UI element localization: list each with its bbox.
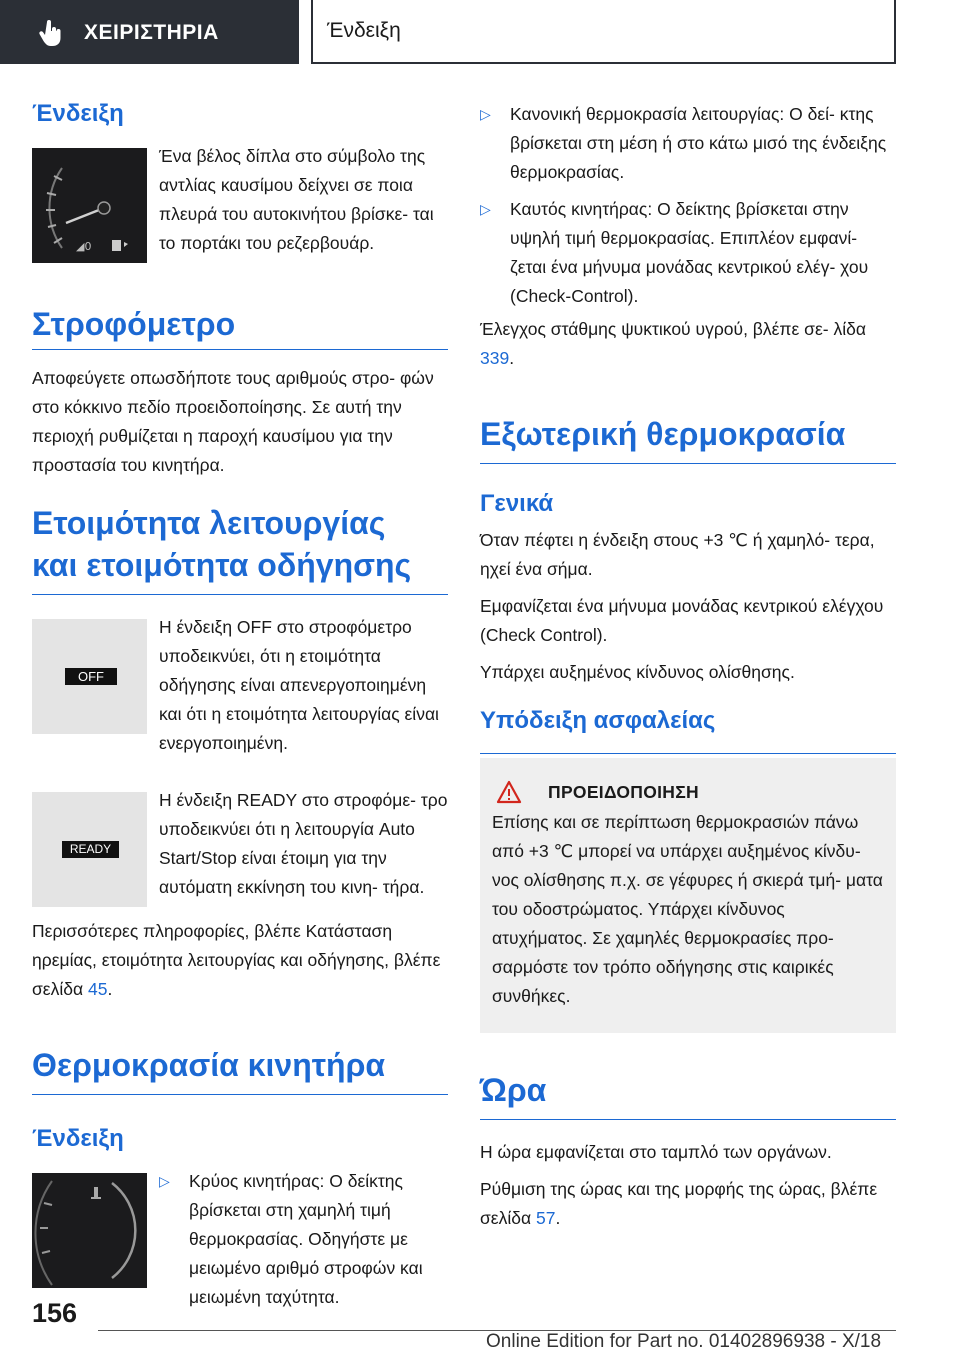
readiness-heading: [32, 502, 448, 595]
warning-text: Επίσης και σε περίπτωση θερμοκρασιών πάνω από +3 ℃ μπορεί να υπάρχει αυξημένος κίνδυ- νος ολίσθησης π.χ. σε γέφυρες ή σκιερά τμή- ματα του οδοστρώματος. Υπάρχει κίνδυνος ατυχήματος. Σε χαμηλές θερμοκρασίες προ- σαρμόστε τον τρόπο οδήγησης στις καιρικές συνθήκες.: [492, 812, 883, 1006]
time-heading: Ώρα: [480, 1069, 896, 1120]
general-paragraph-2: Εμφανίζεται ένα μήνυμα μονάδας κεντρικού ελέγχου (Check Control).: [480, 596, 884, 645]
svg-text:◢0: ◢0: [76, 240, 92, 253]
time-paragraph-2: Ρύθμιση της ώρας και της μορφής της ώρας, βλέπε σελίδα 57.: [480, 1179, 878, 1228]
chapter-tab-label: ΧΕΙΡΙΣΤΗΡΙΑ: [84, 21, 219, 44]
safety-heading: Υπόδειξη ασφαλείας: [480, 705, 896, 754]
fuel-gauge-image: [32, 148, 147, 263]
engine-temperature-subheading: Ένδειξη: [32, 1125, 124, 1152]
more-info-text: Περισσότερες πληροφορίες, βλέπε Κατάσταση ηρεμίας, ετοιμότητα λειτουργίας και οδήγησης, βλέπε σελίδα: [32, 921, 441, 999]
tachometer-heading: Στροφόμετρο: [32, 303, 448, 350]
coolant-text: Έλεγχος στάθμης ψυκτικού υγρού, βλέπε σε- λίδα: [480, 319, 866, 339]
off-indicator-image: [32, 619, 147, 734]
warning-triangle-icon: [496, 780, 522, 804]
fuel-gauge-row: [32, 148, 448, 263]
normal-temp-bullet: [480, 100, 896, 187]
off-indicator-row: [32, 619, 448, 758]
hand-pointer-icon: [36, 18, 66, 48]
hot-engine-bullet: [480, 195, 896, 311]
normal-temp-text: Κανονική θερμοκρασία λειτουργίας: Ο δεί- κτης βρίσκεται στη μέση ή στο κάτω μισό της ένδειξης θερμοκρασίας.: [510, 104, 887, 182]
indicator-text: Ένα βέλος δίπλα στο σύμβολο της αντλίας καυσίμου δείχνει σε ποια πλευρά του αυτοκινήτου βρίσκε- ται το πορτάκι του ρεζερβουάρ.: [159, 146, 434, 253]
time-paragraph-1: Η ώρα εμφανίζεται στο ταμπλό των οργάνων.: [480, 1142, 832, 1162]
triangle-bullet-icon: ▷: [480, 201, 491, 217]
triangle-bullet-icon: ▷: [159, 1173, 170, 1189]
cold-engine-text: Κρύος κινητήρας: Ο δείκτης βρίσκεται στη χαμηλή τιμή θερμοκρασίας. Οδηγήστε με μειωμένο αριθμό στροφών και μειωμένη ταχύτητα.: [189, 1171, 423, 1307]
general-paragraph-3: Υπάρχει αυξημένος κίνδυνος ολίσθησης.: [480, 662, 795, 682]
general-heading: Γενικά: [480, 490, 554, 517]
more-info-paragraph: Περισσότερες πληροφορίες, βλέπε Κατάσταση ηρεμίας, ετοιμότητα λειτουργίας και οδήγησης, βλέπε σελίδα 45.: [32, 921, 441, 999]
hot-engine-text: Καυτός κινητήρας: Ο δείκτης βρίσκεται στην υψηλή τιμή θερμοκρασίας. Επιπλέον εμφανί- ζεται ένα μήνυμα μονάδας κεντρικού ελέγ- χου (Check-Control).: [510, 199, 869, 306]
engine-temperature-heading: Θερμοκρασία κινητήρα: [32, 1044, 448, 1095]
left-column: [32, 98, 448, 1312]
triangle-bullet-icon: ▷: [480, 106, 491, 122]
temperature-gauge-image: [32, 1173, 147, 1288]
ready-indicator-image: [32, 792, 147, 907]
off-indicator-text: Η ένδειξη OFF στο στροφόμετρο υποδεικνύει, ότι η ετοιμότητα οδήγησης είναι απενεργοποιημένη και ότι η ετοιμότητα λειτουργίας είναι ενεργοποιημένη.: [159, 617, 439, 753]
warning-title: ΠΡΟΕΙΔΟΠΟΙΗΣΗ: [548, 781, 699, 802]
coolant-paragraph: Έλεγχος στάθμης ψυκτικού υγρού, βλέπε σε- λίδα 339.: [480, 319, 866, 368]
temperature-gauge-graphic: [32, 1173, 147, 1288]
time-page-link[interactable]: 57: [535, 1208, 556, 1228]
ready-indicator-text: Η ένδειξη READY στο στροφόμε- τρο υποδεικνύει ότι η λειτουργία Auto Start/Stop είναι έτοιμη για την αυτόματη εκκίνηση του κινη- τήρα.: [159, 790, 448, 897]
coolant-page-link[interactable]: 339: [480, 348, 510, 368]
outside-temperature-heading: Εξωτερική θερμοκρασία: [480, 413, 896, 464]
right-column: [480, 98, 896, 1233]
indicator-heading: Ένδειξη: [32, 100, 124, 127]
readiness-heading-line1: Ετοιμότητα λειτουργίας: [32, 505, 386, 541]
chapter-tab[interactable]: [0, 0, 299, 64]
readiness-heading-line2: και ετοιμότητα οδήγησης: [32, 547, 412, 583]
footer-edition-text: Online Edition for Part no. 01402896938 - X/18: [486, 1331, 882, 1352]
warning-box: [480, 758, 896, 1033]
cold-engine-row: [32, 1173, 448, 1312]
warning-title-row: [496, 780, 884, 804]
cold-engine-bullet: [159, 1167, 448, 1312]
fuel-gauge-graphic: [32, 148, 147, 263]
page-number: 156: [32, 1298, 78, 1328]
section-header: [311, 0, 896, 64]
off-badge: OFF: [65, 668, 117, 685]
ready-indicator-row: [32, 792, 448, 907]
general-paragraph-1: Όταν πέφτει η ένδειξη στους +3 ℃ ή χαμηλό- τερα, ηχεί ένα σήμα.: [480, 530, 875, 579]
tachometer-text: Αποφεύγετε οπωσδήποτε τους αριθμούς στρο- φών στο κόκκινο πεδίο προειδοποίησης. Σε αυτή την περιοχή ρυθμίζεται η παροχή καυσίμου για την προστασία του κινητήρα.: [32, 368, 434, 475]
more-info-page-link[interactable]: 45: [87, 979, 108, 999]
section-header-label: Ένδειξη: [327, 19, 401, 42]
time-text: Ρύθμιση της ώρας και της μορφής της ώρας, βλέπε σελίδα: [480, 1179, 878, 1228]
ready-badge: READY: [62, 841, 119, 858]
